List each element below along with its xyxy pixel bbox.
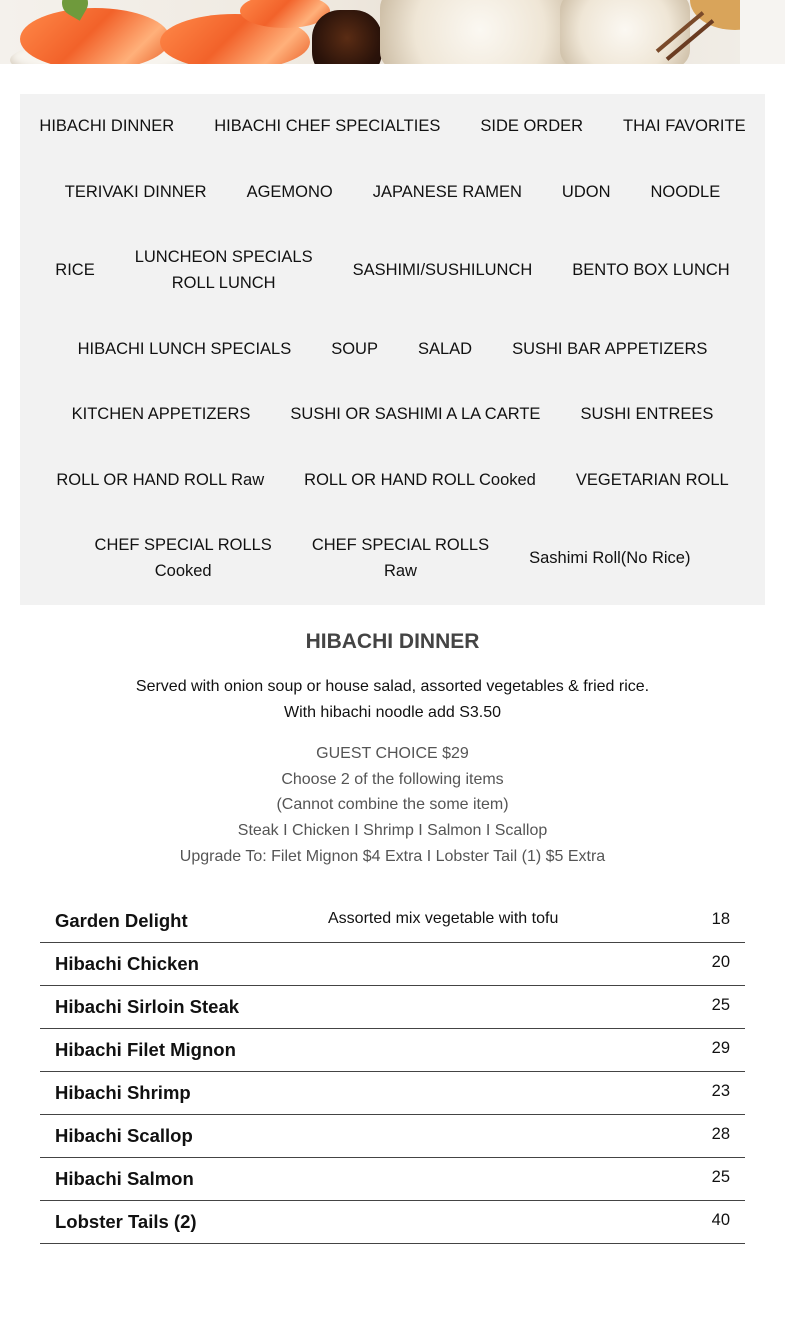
guest-choice-upgrade: Upgrade To: Filet Mignon $4 Extra I Lobster Tail (1) $5 Extra — [179, 848, 606, 865]
menu-item[interactable] — [40, 1115, 745, 1158]
nav-item-chef-special-rolls-raw[interactable] — [292, 532, 509, 584]
menu-item-name: Hibachi Filet Mignon — [55, 1039, 236, 1060]
menu-item-price: 18 — [711, 910, 730, 928]
nav-row — [20, 244, 765, 296]
nav-item-label-line1: LUNCHEON SPECIALS — [134, 248, 313, 266]
nav-item-sushi-entrees[interactable]: SUSHI ENTREES — [580, 405, 714, 423]
nav-item-sushi-bar-appetizers[interactable]: SUSHI BAR APPETIZERS — [512, 340, 708, 358]
nav-item-noodle[interactable]: NOODLE — [650, 183, 721, 201]
menu-item-name: Hibachi Shrimp — [55, 1082, 191, 1103]
nav-item-label-line2: Cooked — [154, 562, 212, 580]
menu-item-price: 29 — [711, 1039, 730, 1057]
nav-item-sashimi-sushi-lunch[interactable]: SASHIMI/SUSHILUNCH — [352, 261, 533, 279]
nav-item-teriyaki-dinner[interactable]: TERIVAKI DINNER — [64, 183, 207, 201]
menu-item-price: 25 — [711, 1168, 730, 1186]
menu-item[interactable] — [40, 900, 745, 943]
nav-item-label-line2: Raw — [383, 562, 417, 580]
menu-item[interactable] — [40, 986, 745, 1029]
section-description: Served with onion soup or house salad, assorted vegetables & fried rice. — [135, 678, 650, 695]
nav-item-hibachi-lunch-specials[interactable]: HIBACHI LUNCH SPECIALS — [77, 340, 292, 358]
nav-row — [20, 401, 765, 427]
nav-item-label-line1: CHEF SPECIAL ROLLS — [94, 536, 272, 554]
nav-item-rice[interactable]: RICE — [55, 261, 95, 279]
menu-item[interactable] — [40, 1201, 745, 1244]
nav-row — [20, 113, 765, 139]
guest-choice-price: GUEST CHOICE $29 — [316, 745, 469, 762]
nav-item-roll-hand-roll-raw[interactable]: ROLL OR HAND ROLL Raw — [56, 471, 265, 489]
nav-item-udon[interactable]: UDON — [561, 183, 611, 201]
menu-item-name: Hibachi Chicken — [55, 953, 199, 974]
nav-item-side-order[interactable]: SIDE ORDER — [480, 117, 584, 135]
nav-item-sushi-sashimi-a-la-carte[interactable]: SUSHI OR SASHIMI A LA CARTE — [290, 405, 541, 423]
nav-item-kitchen-appetizers[interactable]: KITCHEN APPETIZERS — [71, 405, 251, 423]
hero-banner-image — [0, 0, 785, 64]
menu-item-name: Hibachi Sirloin Steak — [55, 996, 240, 1017]
menu-item[interactable] — [40, 1158, 745, 1201]
nav-item-bento-box-lunch[interactable]: BENTO BOX LUNCH — [572, 261, 730, 279]
nav-item-chef-special-rolls-cooked[interactable] — [75, 532, 292, 584]
nav-item-salad[interactable]: SALAD — [417, 340, 473, 358]
nav-item-roll-hand-roll-cooked[interactable]: ROLL OR HAND ROLL Cooked — [304, 471, 536, 489]
nav-item-vegetarian-roll[interactable]: VEGETARIAN ROLL — [575, 471, 729, 489]
nav-item-hibachi-chef-specialties[interactable]: HIBACHI CHEF SPECIALTIES — [214, 117, 441, 135]
nav-row — [20, 532, 765, 584]
menu-item-name: Garden Delight — [55, 910, 188, 931]
menu-item[interactable] — [40, 1029, 745, 1072]
menu-list — [40, 900, 745, 1244]
menu-item-description: Assorted mix vegetable with tofu — [328, 910, 559, 927]
nav-item-soup[interactable]: SOUP — [331, 340, 378, 358]
section-description-noodle: With hibachi noodle add S3.50 — [283, 704, 502, 721]
nav-item-thai-favorite[interactable]: THAI FAVORITE — [623, 117, 746, 135]
nav-row — [20, 179, 765, 205]
nav-row — [20, 467, 765, 493]
nav-item-agemono[interactable]: AGEMONO — [246, 183, 333, 201]
nav-item-label-line1: CHEF SPECIAL ROLLS — [311, 536, 490, 554]
menu-item-price: 25 — [711, 996, 730, 1014]
nav-row — [20, 336, 765, 362]
category-nav — [20, 94, 765, 605]
menu-item-price: 20 — [711, 953, 730, 971]
menu-item-price: 28 — [711, 1125, 730, 1143]
menu-item-name: Hibachi Salmon — [55, 1168, 194, 1189]
menu-item-price: 23 — [711, 1082, 730, 1100]
nav-item-luncheon-specials[interactable] — [115, 244, 333, 296]
section-title: HIBACHI DINNER — [305, 630, 480, 653]
nav-item-hibachi-dinner[interactable]: HIBACHI DINNER — [39, 117, 175, 135]
guest-choice-options: Steak I Chicken I Shrimp I Salmon I Scallop — [237, 822, 548, 839]
guest-choice-instructions: Choose 2 of the following items — [281, 771, 504, 788]
menu-item-name: Hibachi Scallop — [55, 1125, 193, 1146]
guest-choice-note: (Cannot combine the some item) — [276, 796, 509, 813]
menu-item-price: 40 — [711, 1211, 730, 1229]
nav-item-japanese-ramen[interactable]: JAPANESE RAMEN — [372, 183, 522, 201]
menu-item-name: Lobster Tails (2) — [55, 1211, 197, 1232]
menu-item[interactable] — [40, 943, 745, 986]
nav-item-sashimi-roll-no-rice[interactable]: Sashimi Roll(No Rice) — [529, 549, 691, 567]
menu-item[interactable] — [40, 1072, 745, 1115]
nav-item-label-line2: ROLL LUNCH — [171, 274, 276, 292]
